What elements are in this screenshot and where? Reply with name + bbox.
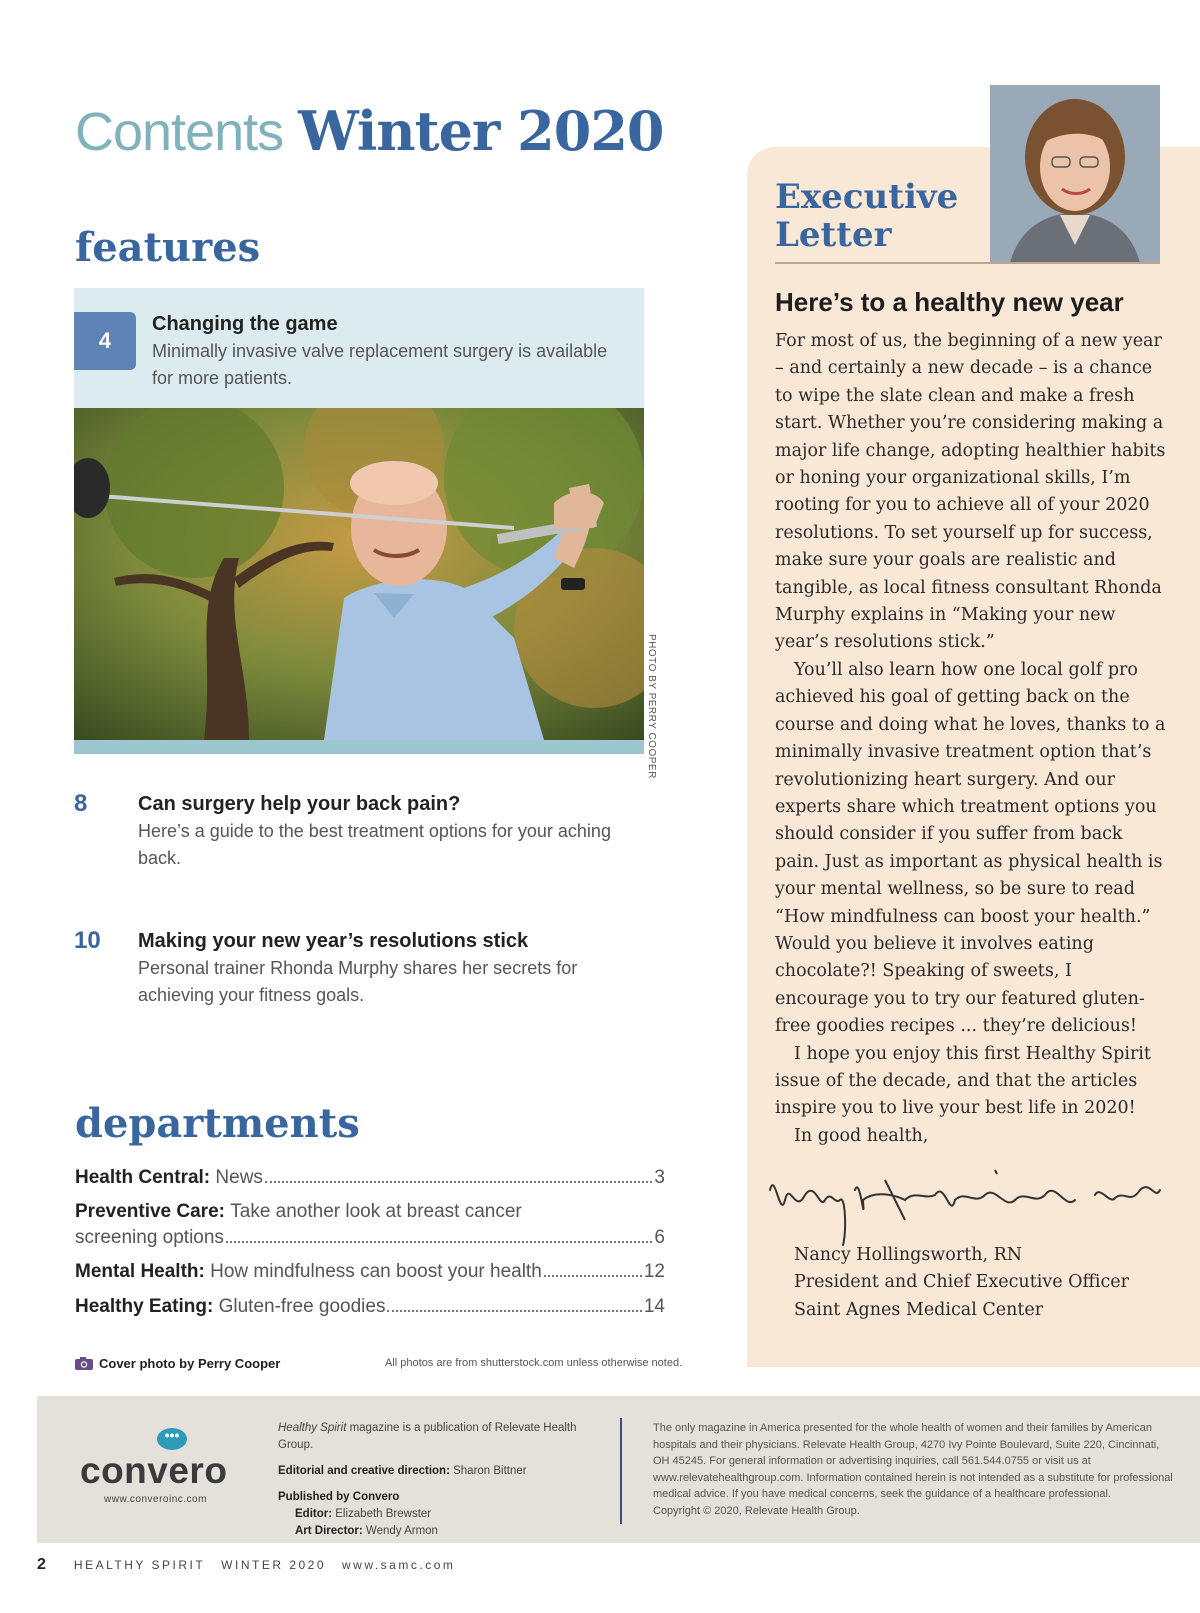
- department-title: News: [215, 1167, 263, 1188]
- departments-heading: departments: [75, 1100, 360, 1147]
- department-page: 6: [654, 1227, 665, 1248]
- footer-divider: [620, 1418, 622, 1524]
- feature-title[interactable]: Making your new year’s resolutions stick: [138, 930, 529, 952]
- department-title: Gluten-free goodies: [218, 1296, 386, 1317]
- department-item[interactable]: [75, 1165, 665, 1191]
- photo-source-note: All photos are from shutterstock.com unless otherwise noted.: [385, 1357, 683, 1369]
- feature-title[interactable]: Changing the game: [152, 313, 338, 335]
- page-footer: [37, 1556, 455, 1574]
- feature-description: Personal trainer Rhonda Murphy shares her secrets for achieving your fitness goals.: [138, 958, 578, 1005]
- letter-signer: [794, 1242, 1129, 1324]
- letter-headline: Here’s to a healthy new year: [775, 287, 1124, 317]
- department-item[interactable]: [75, 1199, 665, 1251]
- feature-description: Here’s a guide to the best treatment options for your aching back.: [138, 821, 611, 868]
- convero-logo[interactable]: convero: [80, 1450, 228, 1491]
- feature-number: 10: [74, 927, 101, 954]
- convero-url[interactable]: www.converoinc.com: [104, 1494, 207, 1505]
- page-title: [75, 96, 663, 167]
- letter-paragraph: I hope you enjoy this first Healthy Spirit issue of the decade, and that the articles inspire you to live your best life in 2020!: [775, 1043, 1151, 1119]
- website-link[interactable]: www.samc.com: [342, 1558, 456, 1572]
- signature: [765, 1160, 1165, 1250]
- feature-title[interactable]: Can surgery help your back pain?: [138, 793, 461, 815]
- photo-underline: [74, 740, 644, 754]
- executive-portrait: [990, 85, 1160, 263]
- photo-credit: PHOTO BY PERRY COOPER: [646, 634, 657, 779]
- convero-chat-bubble-icon: •••: [157, 1428, 187, 1450]
- features-heading: features: [75, 224, 261, 271]
- signer-org: Saint Agnes Medical Center: [794, 1299, 1044, 1320]
- department-title-cont: screening options: [75, 1227, 224, 1248]
- signer-name: Nancy Hollingsworth, RN: [794, 1245, 1023, 1265]
- letter-paragraph: You’ll also learn how one local golf pro achieved his goal of getting back on the course and doing what he loves, thanks to a minimally invasive treatment option that’s revolutionizing heart surgery. And our experts share which treatment options you should consider if you suffer from back pain. Just as important as physical health is your mental wellness, so be sure to read “How mindfulness can boost your health.” Would you believe it involves eating chocolate?! Speaking of sweets, I encourage you to try our featured gluten-free goodies recipes ... they’re delicious!: [775, 659, 1166, 1037]
- department-title: Take another look at breast cancer: [230, 1201, 522, 1222]
- cover-photo-credit: Cover photo by Perry Cooper: [99, 1356, 281, 1371]
- letter-paragraph: In good health,: [794, 1125, 929, 1146]
- camera-icon: [75, 1357, 93, 1370]
- department-item[interactable]: [75, 1294, 665, 1320]
- cover-photo-note: [75, 1356, 280, 1371]
- feature-4-box[interactable]: [74, 288, 644, 408]
- executive-letter-title: Executive Letter: [775, 177, 959, 255]
- letter-paragraph: For most of us, the beginning of a new year – and certainly a new decade – is a chance to wipe the slate clean and make a fresh start. Whether you’re considering making a major life change, adopting healthier habits or honing your organizational skills, I’m rooting for you to achieve all of your 2020 resolutions. To set yourself up for success, make sure your goals are realistic and tangible, as local fitness consultant Rhonda Murphy explains in “Making your new year’s resolutions stick.”: [775, 331, 1166, 653]
- issue-date: WINTER 2020: [221, 1558, 327, 1572]
- page-number: 2: [37, 1556, 46, 1573]
- contents-label: Contents: [75, 102, 284, 162]
- department-category: Health Central:: [75, 1167, 211, 1188]
- department-page: 12: [643, 1261, 665, 1282]
- golfer-photo: [74, 408, 644, 740]
- department-page: 3: [654, 1167, 665, 1188]
- issue-label: Winter 2020: [298, 99, 664, 163]
- publication-credits: Healthy Spirit magazine is a publication of Relevate Health Group. Editorial and creative direction: Sharon Bittner Published by Convero Editor: Elizabeth Brewster Art Director: Wendy Armon: [278, 1422, 577, 1537]
- legal-notice: The only magazine in America presented for the whole health of women and their families by American hospitals and their physicians. Relevate Health Group, 4270 Ivy Pointe Boulevard, Suite 220, Cincinnati, OH 45245. For general information or advertising inquiries, call 561.544.0755 or visit us at www.relevatehealthgroup.com. Information contained herein is not intended as a substitute for professional medical advice. If you have medical concerns, seek the guidance of a healthcare professional. Copyright © 2020, Relevate Health Group.: [653, 1422, 1173, 1517]
- department-category: Preventive Care:: [75, 1201, 225, 1222]
- feature-description: Minimally invasive valve replacement surgery is available for more patients.: [152, 341, 608, 388]
- department-page: 14: [643, 1296, 665, 1317]
- department-item[interactable]: [75, 1259, 665, 1285]
- letter-rule: [775, 262, 1160, 264]
- department-category: Healthy Eating:: [75, 1296, 214, 1317]
- letter-body: [775, 328, 1170, 1150]
- department-category: Mental Health:: [75, 1261, 205, 1282]
- portrait-illustration: [990, 85, 1160, 263]
- feature-number: 8: [74, 790, 88, 817]
- magazine-name: Healthy Spirit: [278, 1422, 347, 1434]
- department-title: How mindfulness can boost your health: [210, 1261, 542, 1282]
- golfer-illustration: [74, 408, 644, 740]
- feature-number: 4: [74, 312, 136, 370]
- magazine-title: HEALTHY SPIRIT: [73, 1558, 206, 1572]
- signer-title: President and Chief Executive Officer: [794, 1272, 1130, 1293]
